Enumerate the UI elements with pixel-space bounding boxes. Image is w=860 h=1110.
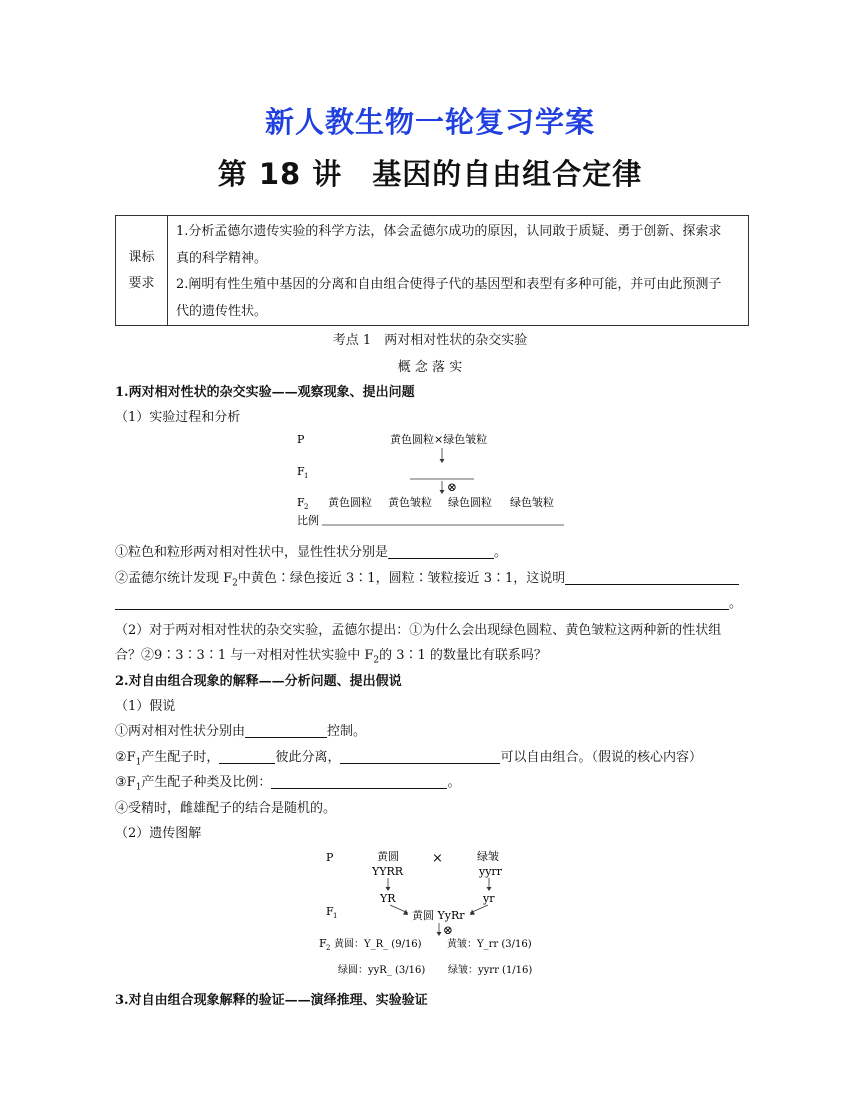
question2-end: 。 <box>729 596 743 611</box>
requirement-line: 2.阐明有性生殖中基因的分离和自由组合使得子代的基因型和表型有多种可能，并可由此预测子 <box>176 277 722 292</box>
diagram1-cross: 黄色圆粒×绿色皱粒 <box>390 433 488 446</box>
question2-blank-2 <box>115 595 729 610</box>
diagram2-f2-item: 绿皱：yyrr (1/16) <box>448 965 533 976</box>
requirements-label-line2: 要求 <box>128 275 155 291</box>
genetic-diagram <box>316 846 566 978</box>
question2-mid: 中黄色∶绿色接近 3∶1，圆粒∶皱粒接近 3∶1，这说明 <box>237 571 566 586</box>
question1-end: 。 <box>494 545 508 560</box>
hypothesis2 <box>115 746 702 768</box>
diagram2-parent1-geno: YYRR <box>372 865 404 878</box>
sub2-line2-pre: 合？②9∶3∶3∶1 与一对相对性状实验中 F <box>115 648 374 663</box>
question1 <box>115 541 507 560</box>
part1-sub2-line2 <box>115 644 547 666</box>
requirement-line: 真的科学精神。 <box>176 250 268 266</box>
diagram2-gamete1: YR <box>380 892 396 905</box>
hypothesis1 <box>115 720 366 739</box>
question1-text: ①粒色和粒形两对相对性状中，显性性状分别是 <box>115 545 389 560</box>
requirements-label <box>116 216 168 325</box>
requirements-body <box>168 216 748 325</box>
hypothesis1-pre: ①两对相对性状分别由 <box>115 724 246 739</box>
hypothesis2-sub: 1 <box>135 757 142 768</box>
diagram1-f2-type: 黄色皱粒 <box>388 496 432 509</box>
diagram2-arrowhead1 <box>386 887 391 891</box>
diagram2-f1-label: F <box>326 905 334 918</box>
hypothesis4: ④受精时，雌雄配子的结合是随机的。 <box>115 801 337 816</box>
sub2-line2-sub: 2 <box>373 655 380 666</box>
diagram2-gamete2: yr <box>483 892 495 905</box>
diagram1-self-symbol: ⊗ <box>447 480 458 494</box>
sub2-line2-post: 的 3∶1 的数量比有联系吗？ <box>379 648 547 663</box>
diagram1-f2-type: 绿色皱粒 <box>510 496 554 509</box>
question2-blank <box>565 570 739 585</box>
hypothesis2-blank2 <box>340 749 500 764</box>
diagram1-arrowhead <box>440 459 445 463</box>
concept-heading: 概 念 落 实 <box>397 360 463 375</box>
diagram2-cross: × <box>432 851 443 866</box>
document-title: 新人教生物一轮复习学案 <box>264 105 595 139</box>
diagram1-f2-sub: 2 <box>304 503 309 511</box>
kaodian-heading: 考点 1 两对相对性状的杂交实验 <box>332 333 528 348</box>
part2-heading: 2.对自由组合现象的解释——分析问题、提出假说 <box>115 674 402 689</box>
question2 <box>115 567 739 589</box>
hypothesis3-a: 产生配子种类及比例： <box>141 775 272 790</box>
hypothesis1-post: 控制。 <box>327 724 367 739</box>
requirements-label-line1: 课标 <box>128 249 155 265</box>
hypothesis3-end: 。 <box>447 775 461 790</box>
diagram2-parent1-pheno: 黄圆 <box>377 850 399 863</box>
diagram1-f2-type: 黄色圆粒 <box>328 496 372 509</box>
diagram1-f1-label: F <box>297 465 305 478</box>
part2-sub1: （1）假说 <box>115 699 176 714</box>
hypothesis3-pre: ③F <box>115 775 136 790</box>
diagram1-f2-type: 绿色圆粒 <box>448 496 492 509</box>
diagram1-p-label: P <box>297 433 305 446</box>
question2-continued <box>115 592 742 611</box>
question2-sub: 2 <box>232 578 238 589</box>
diagram2-parent2-pheno: 绿皱 <box>477 850 499 863</box>
experiment-diagram <box>290 428 580 530</box>
part3-heading: 3.对自由组合现象解释的验证——演绎推理、实验验证 <box>115 993 428 1008</box>
lecture-title: 第 18 讲 基因的自由组合定律 <box>217 157 643 191</box>
hypothesis3 <box>115 771 460 793</box>
diagram2-f2-item: 黄圆：Y_R_ (9/16) <box>334 939 422 950</box>
hypothesis2-pre: ②F <box>115 750 136 765</box>
question2-pre: ②孟德尔统计发现 F <box>115 571 233 586</box>
part2-sub2: （2）遗传图解 <box>115 826 202 841</box>
requirement-line: 代的遗传性状。 <box>176 303 268 319</box>
hypothesis3-sub: 1 <box>135 782 142 793</box>
diagram1-self-arrowhead <box>440 490 445 494</box>
hypothesis2-c: 可以自由组合。（假说的核心内容） <box>500 750 702 765</box>
diagram2-p-label: P <box>326 851 334 864</box>
requirement-line: 1.分析孟德尔遗传实验的科学方法，体会孟德尔成功的原因，认同敢于质疑、勇于创新、探索求 <box>176 224 722 239</box>
hypothesis2-blank1 <box>219 749 275 764</box>
question1-blank <box>388 544 494 559</box>
part1-sub2-line1: （2）对于两对相对性状的杂交实验，孟德尔提出：①为什么会出现绿色圆粒、黄色皱粒这两种新的性状组 <box>115 623 722 638</box>
diagram2-f2-label: F <box>319 937 327 950</box>
diagram2-parent2-geno: yyrr <box>479 865 502 878</box>
curriculum-requirements-table <box>115 215 749 326</box>
diagram2-self-symbol: ⊗ <box>443 923 454 937</box>
hypothesis2-b: 彼此分离， <box>275 750 341 765</box>
diagram2-self-arrowhead <box>437 932 442 936</box>
diagram1-ratio-label: 比例 <box>297 514 319 527</box>
part1-sub1: （1）实验过程和分析 <box>115 410 241 425</box>
diagram2-f1-sub: 1 <box>333 912 338 920</box>
diagram2-f2-sub: 2 <box>326 944 331 952</box>
part1-heading: 1.两对相对性状的杂交实验——观察现象、提出问题 <box>115 385 415 400</box>
diagram2-arrowhead2 <box>487 887 492 891</box>
diagram2-f1-result: 黄圆 YyRr <box>412 909 465 922</box>
hypothesis3-blank <box>271 774 447 789</box>
hypothesis1-blank <box>245 723 327 738</box>
diagram1-f1-sub: 1 <box>304 472 309 480</box>
hypothesis2-a: 产生配子时， <box>141 750 220 765</box>
diagram2-f2-item: 黄皱：Y_rr (3/16) <box>447 939 532 950</box>
diagram2-f2-item: 绿圆：yyR_ (3/16) <box>338 965 426 976</box>
diagram1-f2-label: F <box>297 496 305 509</box>
